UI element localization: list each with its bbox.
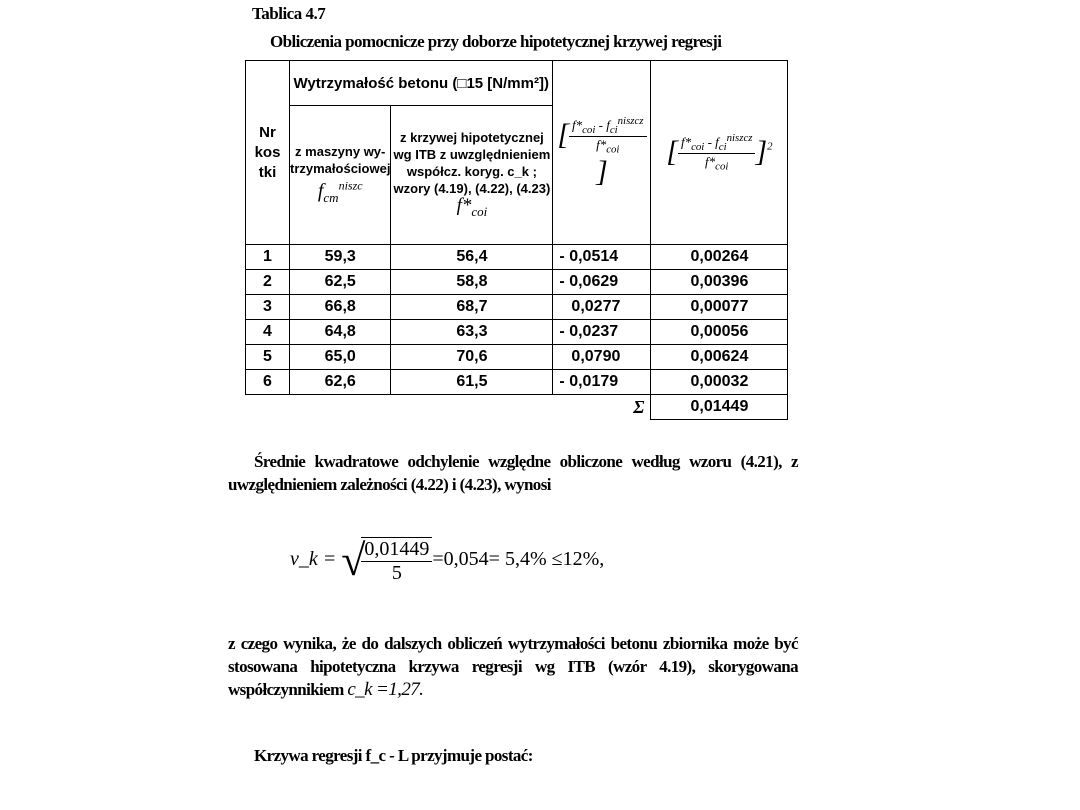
row-machine: 62,6	[290, 370, 391, 395]
row-curve: 68,7	[391, 295, 553, 320]
ck-value: c_k =1,27.	[347, 679, 424, 700]
row-squared: 0,00396	[651, 270, 788, 295]
row-relative: - 0,0514	[553, 245, 651, 270]
row-machine: 65,0	[290, 345, 391, 370]
header-nr-label: Nr kos tki	[254, 123, 281, 181]
row-squared: 0,00264	[651, 245, 788, 270]
header-strength-label: Wytrzymałość betonu (□15 [N/mm²])	[293, 74, 549, 92]
row-machine: 59,3	[290, 245, 391, 270]
formula-result: =0,054= 5,4% ≤12%,	[432, 548, 605, 571]
deviation-formula	[290, 535, 604, 586]
curve-symbol: $f*_{coi}$	[456, 195, 488, 219]
header-curve-symbol-text: f*_coi	[470, 219, 474, 221]
header-relative-deviation	[553, 61, 651, 245]
machine-symbol: $f_{cm}^{niszc}$	[317, 178, 363, 205]
row-squared: 0,00624	[651, 345, 788, 370]
row-curve: 70,6	[391, 345, 553, 370]
row-machine: 64,8	[290, 320, 391, 345]
sqrt-symbol: √	[341, 536, 366, 585]
table-row	[246, 245, 788, 270]
row-squared: 0,00077	[651, 295, 788, 320]
header-squared-deviation	[651, 61, 788, 245]
relative-deviation-formula: [ $\frac{f*_{coi} - f_{ci}^{niszcz}}{f*_{coi}}$ ]	[557, 126, 646, 178]
sum-symbol: Σ	[553, 395, 651, 420]
table-row	[246, 270, 788, 295]
paragraph-deviation: Średnie kwadratowe odchylenie względne obliczone według wzoru (4.21), z uwzględnieniem zależności (4.22) i (4.23), wynosi	[228, 452, 798, 494]
header-curve-label: z krzywej hipotetycznej wg ITB z uwzględnieniem współcz. koryg. c_k ; wzory (4.19), (4.22), (4.23)	[393, 130, 551, 197]
paragraph-conclusion-text: z czego wynika, że do dalszych obliczeń wytrzymałości betonu zbiornika może być stosowana hipotetyczna krzywa regresji wg ITB (wzór 4.19), skorygowana współczynnikiem	[228, 634, 798, 699]
row-nr: 3	[246, 295, 290, 320]
row-squared: 0,00032	[651, 370, 788, 395]
header-machine-symbol-text: f_cm niszcz	[337, 205, 344, 207]
row-nr: 4	[246, 320, 290, 345]
header-col4-text: (f*_coi - f_ci niszcz) / f*_coi	[595, 189, 609, 191]
row-curve: 58,8	[391, 270, 553, 295]
table-row	[246, 320, 788, 345]
table-caption: Tablica 4.7	[252, 4, 326, 23]
row-relative: - 0,0237	[553, 320, 651, 345]
row-nr: 5	[246, 345, 290, 370]
regression-heading: Krzywa regresji f_c - L przyjmuje postać:	[254, 746, 533, 765]
row-squared: 0,00056	[651, 320, 788, 345]
header-machine-label: z maszyny wy-trzymałościowej	[290, 144, 391, 177]
row-curve: 56,4	[391, 245, 553, 270]
header-nr	[246, 61, 290, 245]
header-col5-text: ((f*_coi - f_ci niszcz) / f*_coi)²	[712, 172, 727, 174]
sum-row	[246, 395, 788, 420]
formula-numerator: 0,01449	[361, 538, 432, 562]
formula-denominator: 5	[391, 561, 402, 584]
row-relative: 0,0277	[553, 295, 651, 320]
paragraph-conclusion	[228, 632, 798, 701]
squared-deviation-formula: [ $\frac{f*_{coi} - f_{ci}^{niszcz}}{f*_{coi}}$ ]$^2$	[666, 131, 773, 173]
formula-lhs: ν_k =	[290, 548, 337, 571]
row-nr: 6	[246, 370, 290, 395]
table-row	[246, 295, 788, 320]
table-title: Obliczenia pomocnicze przy doborze hipotetycznej krzywej regresji	[270, 32, 722, 51]
header-machine	[290, 106, 391, 245]
row-machine: 66,8	[290, 295, 391, 320]
sum-value: 0,01449	[651, 395, 788, 420]
table-row	[246, 370, 788, 395]
row-relative: - 0,0629	[553, 270, 651, 295]
row-nr: 2	[246, 270, 290, 295]
table-row	[246, 345, 788, 370]
formula-fraction	[361, 537, 432, 585]
row-machine: 62,5	[290, 270, 391, 295]
row-curve: 61,5	[391, 370, 553, 395]
row-relative: - 0,0179	[553, 370, 651, 395]
row-nr: 1	[246, 245, 290, 270]
header-strength	[290, 61, 553, 106]
row-curve: 63,3	[391, 320, 553, 345]
header-curve	[391, 106, 553, 245]
calculation-table	[245, 60, 788, 420]
row-relative: 0,0790	[553, 345, 651, 370]
